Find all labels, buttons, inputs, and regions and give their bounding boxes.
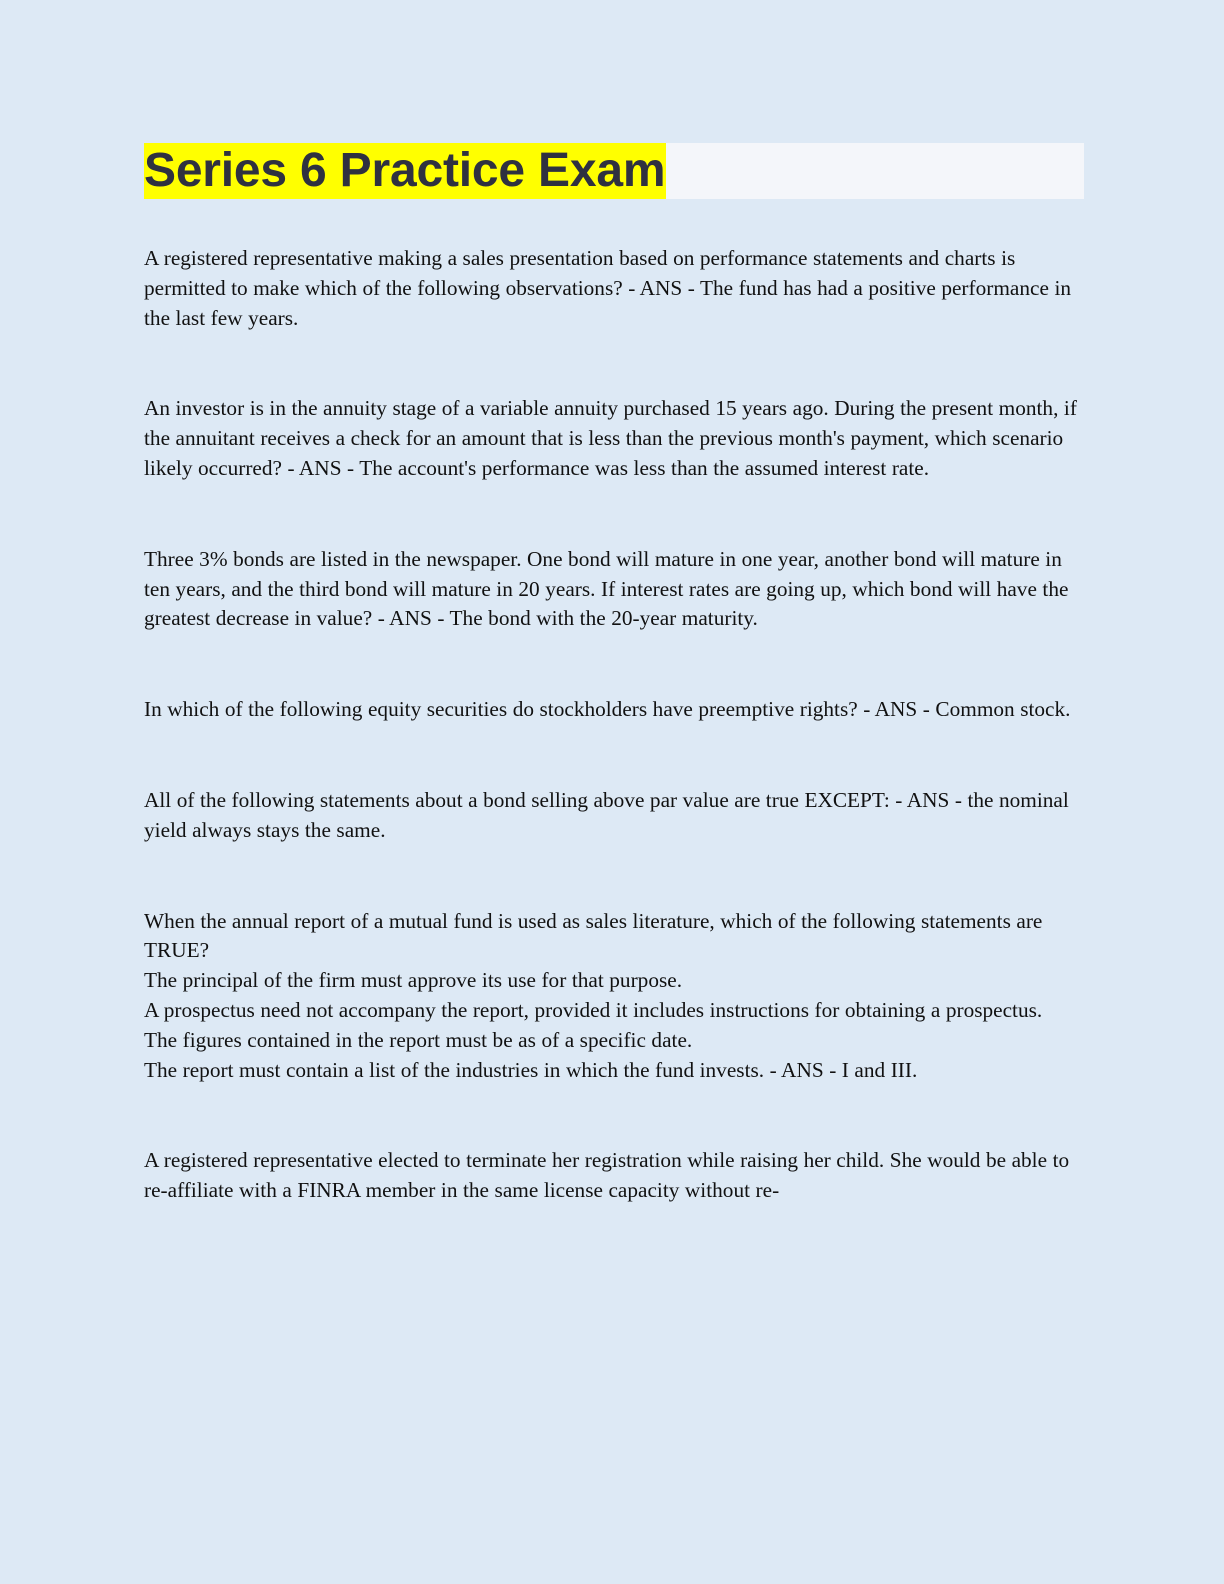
qa-entry-text: In which of the following equity securities do stockholders have preemptive rights? - ANS - Common stock.	[144, 697, 1071, 722]
qa-entry-text: Three 3% bonds are listed in the newspaper. One bond will mature in one year, another bond will mature in ten years, and the third bond will mature in 20 years. If interest rates are going up, which bond will have the greatest decrease in value? - ANS - The bond with the 20-year maturity.	[144, 546, 1069, 631]
qa-entry	[144, 394, 1084, 483]
qa-entry	[144, 545, 1084, 634]
qa-entry-text: An investor is in the annuity stage of a variable annuity purchased 15 years ago. During the present month, if the annuitant receives a check for an amount that is less than the previous month's payment, which scenario likely occurred? - ANS - The account's performance was less than the assumed interest rate.	[144, 396, 1077, 480]
qa-entry	[144, 1146, 1084, 1206]
title-bar	[144, 143, 1084, 199]
qa-entry-text: A registered representative elected to terminate her registration while raising her child. She would be able to re-affiliate with a FINRA member in the same license capacity without re-	[144, 1148, 1070, 1203]
qa-option: The report must contain a list of the industries in which the fund invests. - ANS - I and III.	[144, 1057, 918, 1082]
qa-question-stem: When the annual report of a mutual fund is used as sales literature, which of the following statements are TRUE?	[144, 908, 1043, 963]
qa-option: The principal of the firm must approve its use for that purpose.	[144, 968, 683, 993]
qa-entry	[144, 786, 1084, 846]
page-title: Series 6 Practice Exam	[144, 144, 666, 197]
document-page	[144, 143, 1084, 1206]
qa-entry-text: All of the following statements about a bond selling above par value are true EXCEPT: - ANS - the nominal yield always stays the same.	[144, 787, 1069, 842]
qa-entry	[144, 695, 1084, 725]
qa-option: The figures contained in the report must be as of a specific date.	[144, 1027, 693, 1052]
qa-entry-text: A registered representative making a sales presentation based on performance statements and charts is permitted to make which of the following observations? - ANS - The fund has had a positive performance in the last few years.	[144, 246, 1072, 330]
qa-option: A prospectus need not accompany the report, provided it includes instructions for obtaining a prospectus.	[144, 997, 1043, 1022]
qa-entry-annual-report	[144, 907, 1084, 1086]
qa-entry	[144, 244, 1084, 333]
